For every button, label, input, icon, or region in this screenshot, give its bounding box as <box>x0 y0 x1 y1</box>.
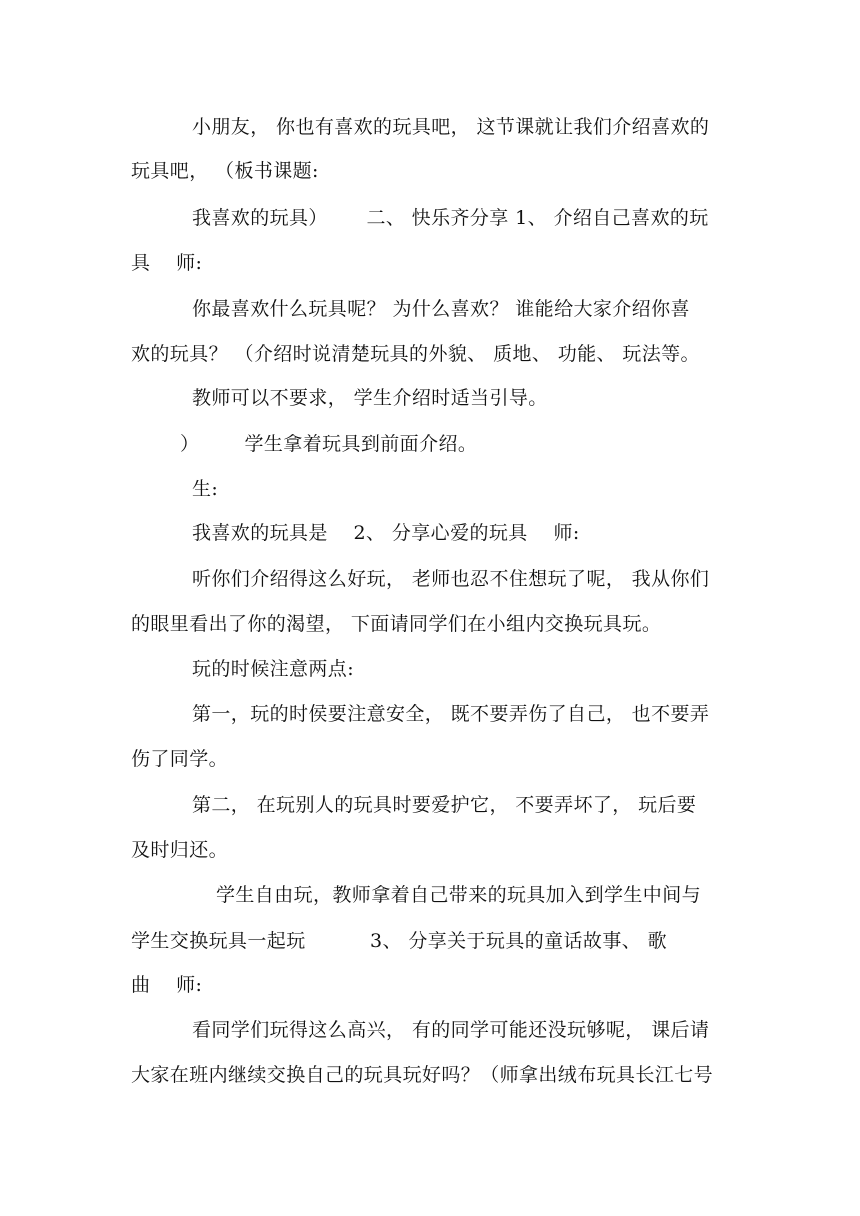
text-line-11: 听你们介绍得这么好玩， 老师也忍不住想玩了呢， 我从你们 <box>192 568 710 590</box>
text-line-22: 大家在班内继续交换自己的玩具玩好吗？（师拿出绒布玩具长江七号 <box>131 1064 714 1086</box>
text-line-9: 生: <box>192 478 219 500</box>
text-line-7: 教师可以不要求， 学生介绍时适当引导。 <box>192 387 548 409</box>
text-line-5: 你最喜欢什么玩具呢？ 为什么喜欢？ 谁能给大家介绍你喜 <box>192 298 690 320</box>
text-line-14: 第一，玩的时侯要注意安全， 既不要弄伤了自己， 也不要弄 <box>192 703 710 725</box>
text-line-10: 我喜欢的玩具是 2、 分享心爱的玩具 师: <box>192 522 580 544</box>
text-line-3: 我喜欢的玩具） 二、 快乐齐分享 1、 介绍自己喜欢的玩 <box>192 207 709 229</box>
text-line-1: 小朋友， 你也有喜欢的玩具吧， 这节课就让我们介绍喜欢的 <box>192 116 710 138</box>
text-line-2: 玩具吧， （板书课题: <box>131 160 319 182</box>
text-line-6: 欢的玩具？ （介绍时说清楚玩具的外貌、 质地、 功能、 玩法等。 <box>131 343 700 365</box>
text-line-19: 学生交换玩具一起玩 3、 分享关于玩具的童话故事、 歌 <box>131 930 667 952</box>
text-line-16: 第二， 在玩别人的玩具时要爱护它， 不要弄坏了， 玩后要 <box>192 794 697 816</box>
text-line-12: 的眼里看出了你的渴望， 下面请同学们在小组内交换玩具玩。 <box>131 613 662 635</box>
text-line-21: 看同学们玩得这么高兴， 有的同学可能还没玩够呢， 课后请 <box>192 1019 710 1041</box>
text-line-20: 曲 师: <box>131 974 203 996</box>
text-line-8: ） 学生拿着玩具到前面介绍。 <box>180 433 478 455</box>
text-line-4: 具 师: <box>131 252 203 274</box>
text-line-13: 玩的时候注意两点: <box>192 658 355 680</box>
text-line-15: 伤了同学。 <box>131 748 229 770</box>
text-line-18: 学生自由玩，教师拿着自己带来的玩具加入到学生中间与 <box>216 884 702 906</box>
text-line-17: 及时归还。 <box>131 839 229 861</box>
